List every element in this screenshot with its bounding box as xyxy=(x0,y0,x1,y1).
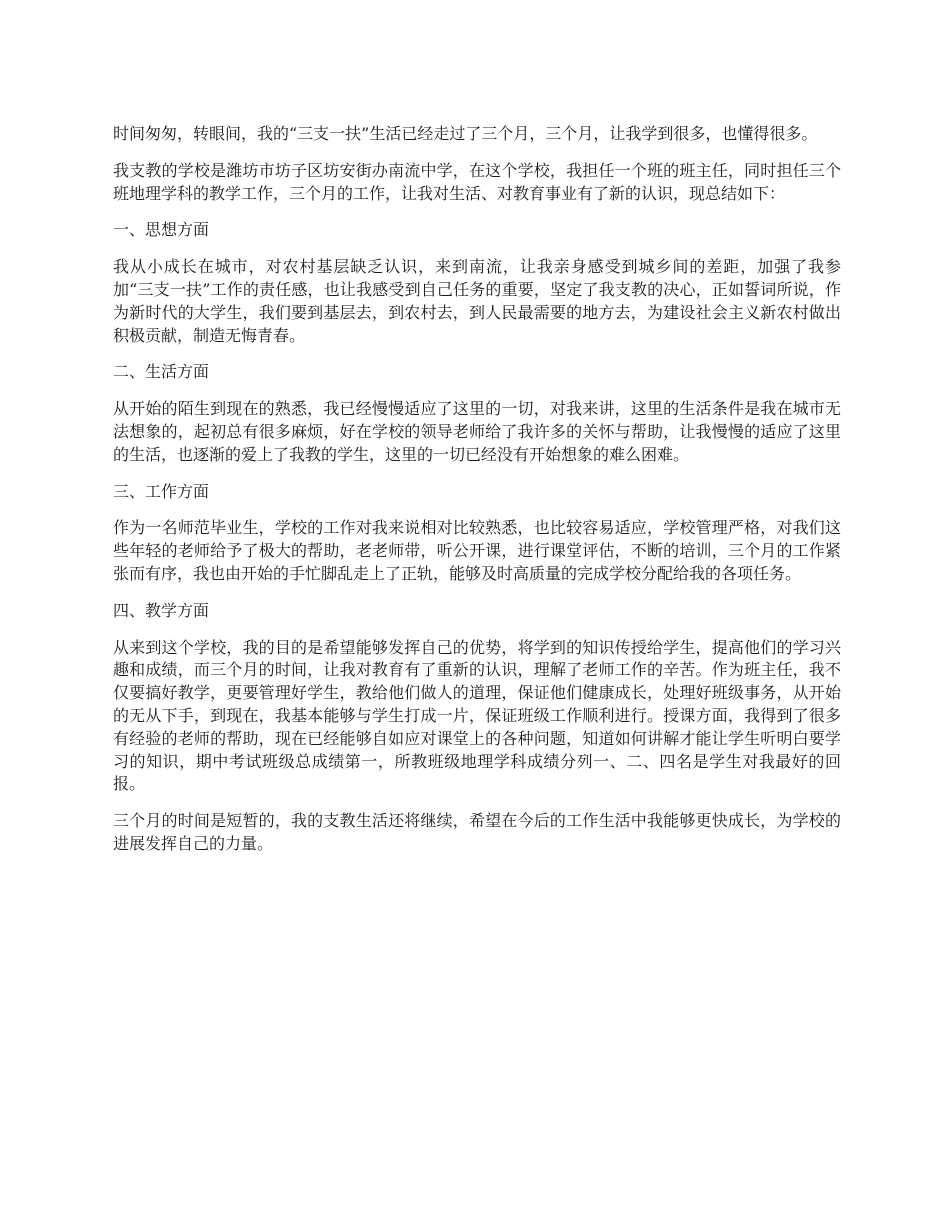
paragraph-intro: 时间匆匆，转眼间，我的“三支一扶”生活已经走过了三个月，三个月，让我学到很多，也懂得很多。 xyxy=(113,124,818,143)
section-heading-thought: 一、思想方面 xyxy=(113,220,210,240)
paragraph-teaching: 从来到这个学校，我的目的是希望能够发挥自己的优势，将学到的知识传授给学生，提高他们的学习兴趣和成绩，而三个月的时间，让我对教育有了重新的认识，理解了老师工作的辛苦。作为班主任，我不仅要搞好教学，更要管理好学生，教给他们做人的道理，保证他们健康成长，处理好班级事务，从开始的无从下手，到现在，我基本能够与学生打成一片，保证班级工作顺利进行。授课方面，我得到了很多有经验的老师的帮助，现在已经能够自如应对课堂上的各种问题，知道如何讲解才能让学生听明白要学习的知识，期中考试班级总成绩第一，所教班级地理学科成绩分列一、二、四名是学生对我最好的回报。 xyxy=(113,637,841,794)
paragraph-conclusion: 三个月的时间是短暂的，我的支教生活还将继续，希望在今后的工作生活中我能够更快成长，为学校的进展发挥自己的力量。 xyxy=(113,811,841,853)
document-body xyxy=(113,123,841,870)
section-heading-life: 二、生活方面 xyxy=(113,362,210,382)
section-heading-teaching: 四、教学方面 xyxy=(113,600,210,620)
paragraph-life: 从开始的陌生到现在的熟悉，我已经慢慢适应了这里的一切，对我来讲，这里的生活条件是我在城市无法想象的，起初总有很多麻烦，好在学校的领导老师给了我许多的关怀与帮助，让我慢慢的适应了这里的生活，也逐渐的爱上了我教的学生，这里的一切已经没有开始想象的难么困难。 xyxy=(113,399,841,464)
section-heading-work: 三、工作方面 xyxy=(113,481,210,501)
paragraph-thought: 我从小成长在城市，对农村基层缺乏认识，来到南流，让我亲身感受到城乡间的差距，加强了我参加“三支一扶”工作的责任感，也让我感受到自己任务的重要，坚定了我支教的决心，正如誓词所说，作为新时代的大学生，我们要到基层去，到农村去，到人民最需要的地方去，为建设社会主义新农村做出积极贡献，制造无悔青春。 xyxy=(113,257,841,345)
paragraph-work: 作为一名师范毕业生，学校的工作对我来说相对比较熟悉，也比较容易适应，学校管理严格，对我们这些年轻的老师给予了极大的帮助，老老师带，听公开课，进行课堂评估，不断的培训，三个月的工作紧张而有序，我也由开始的手忙脚乱走上了正轨，能够及时高质量的完成学校分配给我的各项任务。 xyxy=(113,518,841,583)
paragraph-school: 我支教的学校是潍坊市坊子区坊安街办南流中学，在这个学校，我担任一个班的班主任，同时担任三个班地理学科的教学工作，三个月的工作，让我对生活、对教育事业有了新的认识，现总结如下： xyxy=(113,160,841,203)
